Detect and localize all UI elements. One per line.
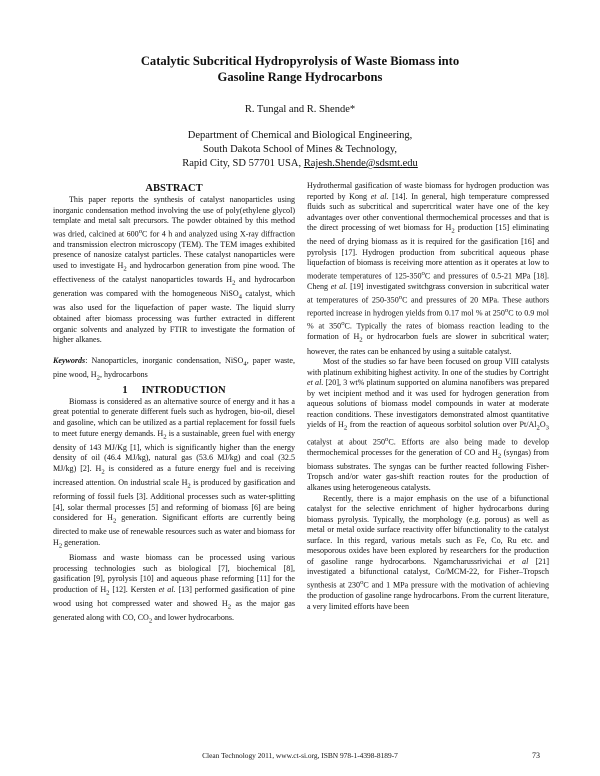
keywords-text-1: : Nanoparticles, inorganic condensation, NiSO xyxy=(85,355,244,365)
title-line-2: Gasoline Range Hydrocarbons xyxy=(217,70,383,84)
et-al: et al. xyxy=(158,584,176,594)
keywords-text-3: , hydrocarbons xyxy=(99,369,148,379)
subscript: 4 xyxy=(243,360,247,368)
body-text: [14]. In general, high temperature compressed fluids such as subcritical and supercritical water have one of the key advantages over other conventional thermochemical processes and that is the direct processing of wet biomass for H xyxy=(307,191,549,233)
body-text: Most of the studies so far have been focused on group VIII catalysts with platinum exhibiting highest activity. In one of the studies by Cortright xyxy=(307,357,549,377)
degree-sup: o xyxy=(341,320,345,328)
author-email-link[interactable]: Rajesh.Shende@sdsmt.edu xyxy=(303,158,418,169)
body-text: C and pressures of 20 MPa. These authors reported increase in hydrogen yields from 0.17 mol % at 250 xyxy=(307,295,550,318)
intro-text: [13] performed gasification of pine wood using hot compressed water and showed H xyxy=(53,584,296,608)
body-text: C and 1 MPa pressure with the motivation of achieving the production of gasoline range hydrocarbons. From the current literature, a very limited efforts have been xyxy=(307,580,549,611)
subscript: 3 xyxy=(545,425,549,432)
abstract-heading: ABSTRACT xyxy=(145,183,203,194)
keywords-text-2: , paper waste, pine wood, H xyxy=(53,355,295,379)
intro-text: is a sustainable, green fuel with energy density of 143 MJ/Kg [1], which is significantly higher than the energy density of oil (46.4 MJ/kg), natural gas (53.6 MJ/kg) and coal (32.5 MJ/kg) [2]. H xyxy=(53,428,295,473)
body-text: C. Typically the rates of biomass reaction leading to the formation of H xyxy=(307,321,550,342)
subscript: 2 xyxy=(96,374,100,382)
body-text: or hydrocarbon fuels are slower in subcritical water; however, the rates can be enhanced by using a suitable catalyst. xyxy=(307,332,549,356)
intro-text: [12]. Kersten xyxy=(109,584,159,594)
et-al: et al. xyxy=(370,191,389,201)
section-title: INTRODUCTION xyxy=(141,384,226,396)
body-text: Hydrothermal gasification of waste biomass for hydrogen production was reported by Kong xyxy=(307,181,549,201)
body-text: [20], 3 wt% platinum supported on alumina nanofibers was prepared by wet incipient method and it was used for hydrogen generation from aqueous solutions of biomass model compounds in water at moderate reaction conditions. These investigators demonstrated almost quantitative yields of H xyxy=(307,378,550,430)
body-text: C. Efforts are also being made to develop thermochemical processes for the generation of CO and H xyxy=(307,437,549,457)
subscript: 2 xyxy=(451,227,455,235)
body-text: C to 0.9 mol % at 350 xyxy=(307,308,549,331)
right-column xyxy=(307,181,549,612)
subscript: 2 xyxy=(497,452,502,460)
right-paragraph-2 xyxy=(307,357,549,493)
intro-text: is produced by gasification and reforming of fossil fuels [3]. Additional processes such as water-splitting [4], solar thermal processes [5] and reforming of biomass [6] are being considered for H xyxy=(53,477,295,523)
keywords xyxy=(53,356,295,384)
page-number: 73 xyxy=(532,751,540,760)
degree-sup: o xyxy=(385,435,389,443)
intro-text: as the major gas generated along with CO, CO xyxy=(53,598,295,623)
affil-address: Rapid City, SD 57701 USA, xyxy=(182,158,302,169)
abstract-paragraph xyxy=(53,195,295,346)
body-text: production [15] eliminating the need of drying biomass as it is required for the gasification [16] and pyrolysis [17]. Hydrogen production from subcritical aqueous phase liquefaction of biomass is receiving more attention as it operates at low to moderate temperatures of 125-350 xyxy=(307,223,549,281)
authors: R. Tungal and R. Shende* xyxy=(244,104,356,115)
intro-heading xyxy=(53,384,295,397)
section-number: 1 xyxy=(122,384,128,396)
intro-text: and lower hydrocarbons. xyxy=(152,613,235,623)
abstract-text-3: and hydrocarbon generation from pine wood. The effectiveness of the catalyst nanoparticles towards H xyxy=(53,260,295,285)
subscript: 2 xyxy=(187,482,191,490)
intro-text: generation. xyxy=(62,537,101,547)
body-text: from the reaction of aqueous sorbitol solution over Pt/Al xyxy=(347,420,537,430)
body-text: C and pressures of 0.5-21 MPa [18]. Cheng xyxy=(307,271,549,292)
degree-sup: o xyxy=(138,227,143,235)
abstract-text-5: catalyst, which was also used for the liquefaction of paper waste. The liquid slurry obtained after biomass processing was further extracted in different organic solvents and analyzed by FTIR to investigate the formation of higher alkanes. xyxy=(53,289,295,345)
intro-paragraph-1 xyxy=(53,397,295,552)
intro-text: Biomass and waste biomass can be processed using various processing technologies such as biological [7], biochemical [8], gasification [9], pyrolysis [10] and aqueous phase reforming [11] for the production of H xyxy=(53,553,295,594)
degree-sup: o xyxy=(504,306,509,314)
intro-text: generation. Significant efforts are currently being directed to make use of renewable resources such as water and biomass for H xyxy=(53,513,295,547)
body-text: [21] investigated a bifunctional catalyst, Co/MCM-22, for Fisher–Tropsch synthesis at 230 xyxy=(307,556,549,590)
left-column xyxy=(53,182,295,627)
affil-department: Department of Chemical and Biological Engineering, xyxy=(187,130,413,141)
subscript: 2 xyxy=(359,337,363,345)
footer-citation: Clean Technology 2011, www.ct-si.org, ISBN 978-1-4398-8189-7 xyxy=(202,751,398,760)
body-text: Recently, there is a major emphasis on the use of a bifunctional catalyst for the selective enrichment of higher hydrocarbons during biomass pyrolysis. Typically, the morphology (e.g. porous) as well as metal or metal oxide surface reactivity offer bifunctionality to the catalyst surface. In this regard, various metals such as Fe, Co, Ru etc. and mesoporous oxides have been explored by researchers for the production of gasoline range hydrocarbons. Ngamcharussrivichai xyxy=(307,493,549,566)
body-text: (syngas) from biomass substrates. The syngas can be further reacted following Fisher-Tropsch and/or water gas-shift reaction routes for the production of alkanes using heterogeneous catalysts. xyxy=(307,447,549,493)
intro-text: is considered as a future energy fuel and is receiving increased attention. On industrial scale H xyxy=(53,463,295,487)
affiliation xyxy=(40,129,560,171)
degree-sup: o xyxy=(360,578,364,586)
subscript: 2 xyxy=(123,265,127,273)
body-text: [19] investigated switchgrass conversion in subcritical water at temperatures of 250-350 xyxy=(307,282,549,305)
body-text: O xyxy=(539,420,546,430)
keywords-label: Keywords xyxy=(53,355,86,365)
affil-school: South Dakota School of Mines & Technology, xyxy=(202,144,398,155)
subscript: 2 xyxy=(106,589,110,597)
subscript: 2 xyxy=(343,425,348,432)
subscript: 2 xyxy=(227,603,232,611)
subscript: 2 xyxy=(101,468,105,476)
subscript: 2 xyxy=(112,517,117,525)
et-al: et al. xyxy=(307,378,324,388)
subscript: 2 xyxy=(58,542,63,550)
right-paragraph-3 xyxy=(307,494,549,613)
paper-title xyxy=(40,53,560,85)
body-text: catalyst at about 250 xyxy=(307,437,386,447)
title-line-1: Catalytic Subcritical Hydropyrolysis of Waste Biomass into xyxy=(140,54,460,68)
abstract-text-1: This paper reports the synthesis of catalyst nanoparticles using inorganic condensation method involving the use of poly(ethylene glycol) template and metal salt precursors. The powder obtained by this method was dried, calcined at 600 xyxy=(53,195,295,239)
right-paragraph-1 xyxy=(307,181,549,357)
intro-text: Biomass is considered as an alternative source of energy and it has a great potential to generate different fuels such as hydrogen, bio-oil, diesel and gasoline, which can be utilized as a partial replacement for fossil fuels to meet future energy demands. H xyxy=(53,396,295,438)
subscript: 4 xyxy=(238,293,242,301)
abstract-text-2: C for 4 h and analyzed using X-ray diffraction and transmission electron microscopy (TEM). The TEM images exhibited presence of nanosize catalyst particles. These catalyst nanoparticles were used to investigate H xyxy=(53,229,295,270)
abstract-text-4: and hydrocarbon generation was compared with the homogeneous NiSO xyxy=(53,275,295,299)
et-al: et al xyxy=(508,556,529,566)
subscript: 2 xyxy=(536,425,540,432)
subscript: 2 xyxy=(163,433,167,441)
intro-paragraph-2 xyxy=(53,553,295,627)
subscript: 2 xyxy=(232,279,236,287)
degree-sup: o xyxy=(421,269,425,277)
et-al: et al. xyxy=(330,282,348,292)
subscript: 2 xyxy=(148,617,153,625)
degree-sup: o xyxy=(398,293,403,301)
